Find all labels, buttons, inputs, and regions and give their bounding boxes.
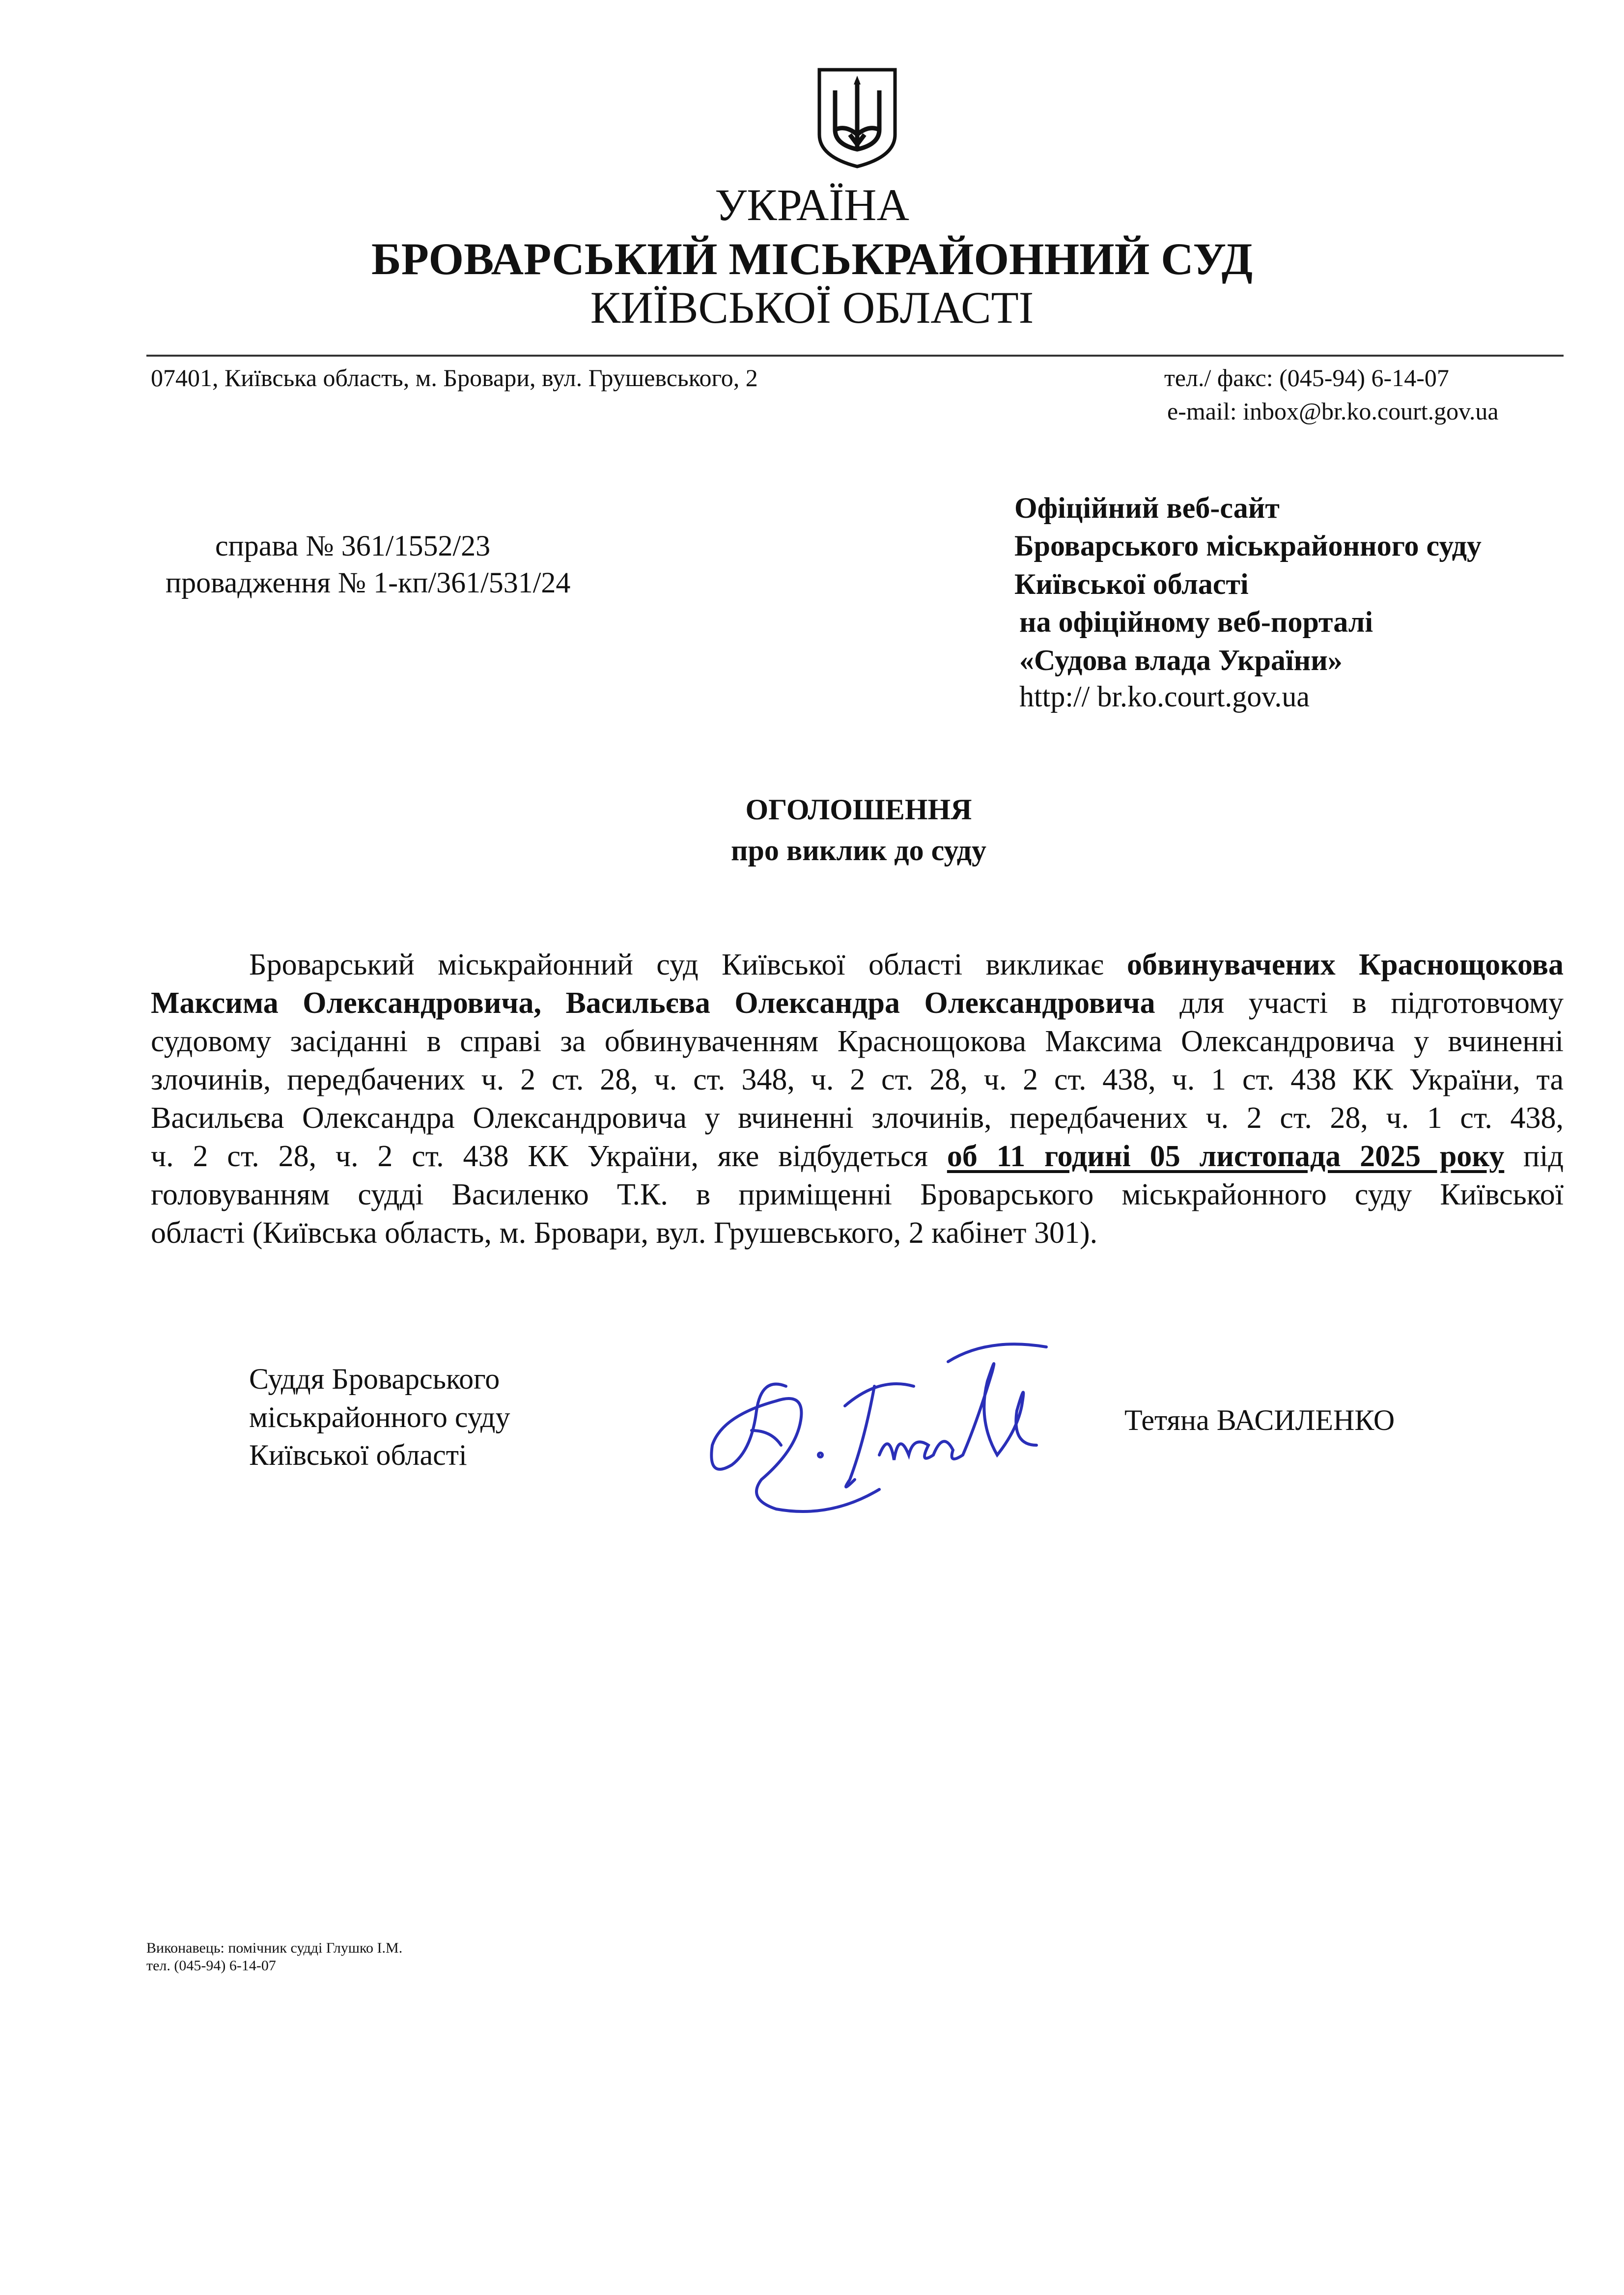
judge-position: міськрайонного суду — [249, 1401, 510, 1433]
case-number: справа № 361/1552/23 — [215, 530, 491, 562]
addressee-line: на офіційному веб-порталі — [1019, 606, 1373, 638]
region-heading: КИЇВСЬКОЇ ОБЛАСТІ — [590, 282, 1034, 333]
addressee-url: http:// br.ko.court.gov.ua — [1019, 680, 1310, 713]
notice-subtitle: про виклик до суду — [730, 834, 987, 867]
body-line: області (Київська область, м. Бровари, вул. Грушевського, 2 кабінет 301). — [151, 1216, 1098, 1250]
body-line — [249, 946, 1564, 984]
body-line: головуванням судді Василенко Т.К. в приміщенні Броварського міськрайонного суду Київської — [151, 1178, 1564, 1211]
addressee-line: Київської області — [1014, 568, 1249, 600]
judge-position: Київської області — [249, 1439, 467, 1471]
country-heading: УКРАЇНА — [715, 180, 909, 230]
body-text: ч. 2 ст. 28, ч. 2 ст. 438 КК України, яке відбудеться — [151, 1140, 947, 1173]
court-email: e-mail: inbox@br.ko.court.gov.ua — [1167, 397, 1499, 425]
judge-position: Суддя Броварського — [249, 1363, 500, 1395]
court-address: 07401, Київська область, м. Бровари, вул. Грушевського, 2 — [151, 364, 758, 392]
proceeding-number: провадження № 1-кп/361/531/24 — [166, 566, 571, 599]
court-heading: БРОВАРСЬКИЙ МІСЬКРАЙОННИЙ СУД — [371, 234, 1253, 284]
defendants-bold: обвинувачених Краснощокова — [1126, 948, 1564, 981]
addressee-line: Броварського міськрайонного суду — [1014, 530, 1482, 562]
executor-note: Виконавець: помічник судді Глушко І.М. — [146, 1940, 403, 1956]
body-text: для участі в підготовчому — [1155, 986, 1564, 1020]
body-line — [151, 1137, 1564, 1175]
body-text: під — [1504, 1140, 1564, 1173]
body-line: злочинів, передбачених ч. 2 ст. 28, ч. ст. 348, ч. 2 ст. 28, ч. 2 ст. 438, ч. 1 ст. 438 КК України, та — [151, 1063, 1564, 1096]
body-text: Броварський міськрайонний суд Київської області викликає — [249, 948, 1127, 981]
body-line — [151, 984, 1564, 1022]
defendants-bold: Максима Олександровича, Васильєва Олександра Олександровича — [151, 986, 1155, 1020]
addressee-line: Офіційний веб-сайт — [1014, 492, 1280, 524]
executor-phone: тел. (045-94) 6-14-07 — [146, 1958, 276, 1974]
coat-of-arms-trident-icon — [815, 66, 899, 170]
header-divider — [146, 355, 1564, 357]
body-line: Васильєва Олександра Олександровича у вчиненні злочинів, передбачених ч. 2 ст. 28, ч. 1 ст. 438, — [151, 1101, 1564, 1135]
court-phone: тел./ факс: (045-94) 6-14-07 — [1164, 364, 1449, 392]
addressee-line: «Судова влада України» — [1019, 644, 1343, 676]
handwritten-signature — [702, 1332, 1056, 1524]
notice-title: ОГОЛОШЕННЯ — [745, 793, 972, 826]
judge-name: Тетяна ВАСИЛЕНКО — [1124, 1404, 1395, 1436]
body-line: судовому засіданні в справі за обвинуваченням Краснощокова Максима Олександровича у вчиненні — [151, 1025, 1564, 1058]
hearing-datetime: об 11 годині 05 листопада 2025 року — [947, 1140, 1505, 1173]
